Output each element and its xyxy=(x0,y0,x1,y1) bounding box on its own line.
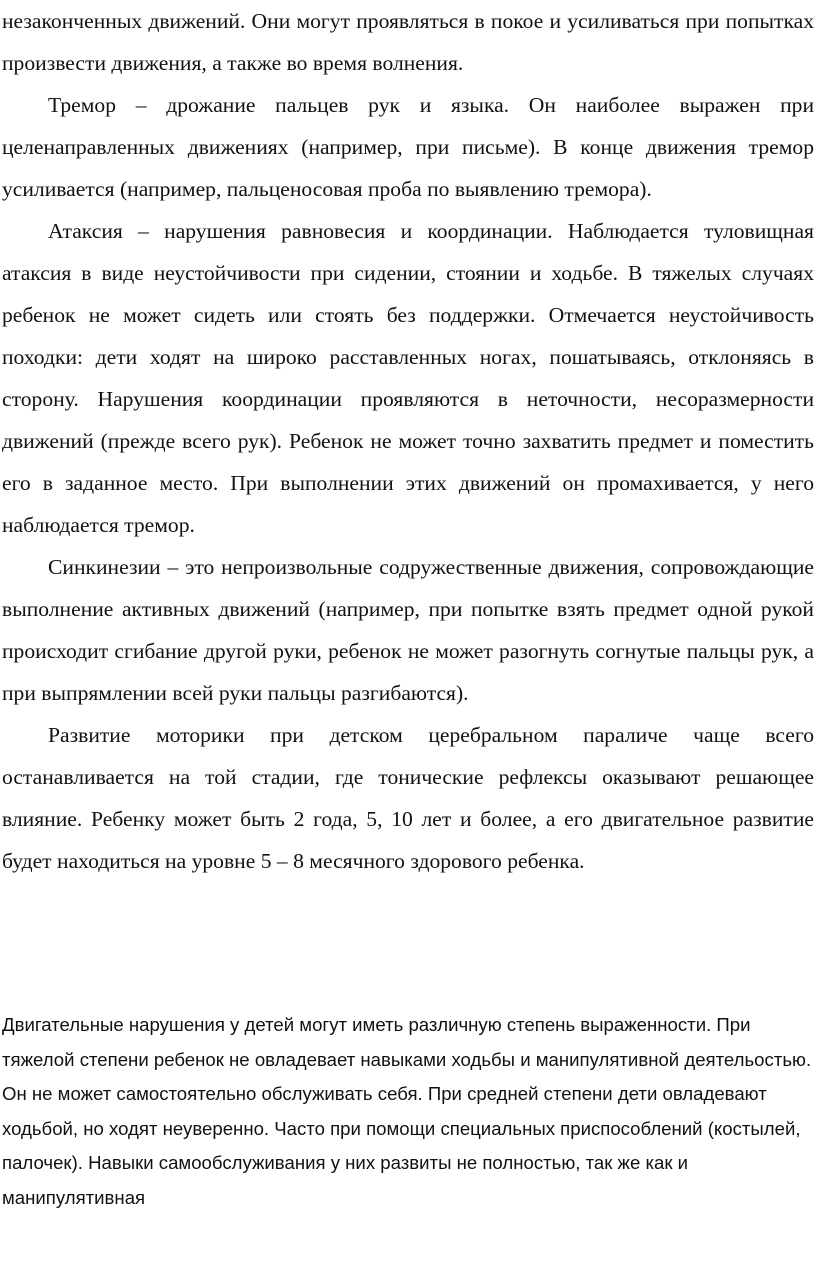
paragraph-synkinesis: Синкинезии – это непроизвольные содружественные движения, сопровождающие выполнение активных движений (например, при попытке взять предмет одной рукой происходит сгибание другой руки, ребенок не может разогнуть согнутые пальцы рук, а при выпрямлении всей руки пальцы разгибаются). xyxy=(2,555,814,705)
paragraph-motor-development: Развитие моторики при детском церебральном параличе чаще всего останавливается на той стадии, где тонические рефлексы оказывают решающее влияние. Ребенку может быть 2 года, 5, 10 лет и более, а его двигательное развитие будет находиться на уровне 5 – 8 месячного здорового ребенка. xyxy=(2,723,814,873)
final-text-block xyxy=(2,1008,814,1216)
paragraph-impairment-degree: Двигательные нарушения у детей могут иметь различную степень выраженности. При тяжелой степени ребенок не овладевает навыками ходьбы и манипулятивной деятельостью. Он не может самостоятельно обслуживать себя. При средней степени дети овладевают ходьбой, но ходят неуверенно. Часто при помощи специальных приспособлений (костылей, палочек). Навыки самообслуживания у них развиты не полностью, так же как и манипулятивная xyxy=(2,1014,812,1208)
paragraph-continuation: незаконченных движений. Они могут проявляться в покое и усиливаться при попытках произвести движения, а также во время волнения. xyxy=(2,9,814,75)
body-text xyxy=(2,0,814,882)
paragraph-tremor: Тремор – дрожание пальцев рук и языка. Он наиболее выражен при целенаправленных движениях (например, при письме). В конце движения тремор усиливается (например, пальценосовая проба по выявлению тремора). xyxy=(2,93,814,201)
paragraph-ataxia: Атаксия – нарушения равновесия и координации. Наблюдается туловищная атаксия в виде неустойчивости при сидении, стоянии и ходьбе. В тяжелых случаях ребенок не может сидеть или стоять без поддержки. Отмечается неустойчивость походки: дети ходят на широко расставленных ногах, пошатываясь, отклоняясь в сторону. Нарушения координации проявляются в неточности, несоразмерности движений (прежде всего рук). Ребенок не может точно захватить предмет и поместить его в заданное место. При выполнении этих движений он промахивается, у него наблюдается тремор. xyxy=(2,219,814,537)
